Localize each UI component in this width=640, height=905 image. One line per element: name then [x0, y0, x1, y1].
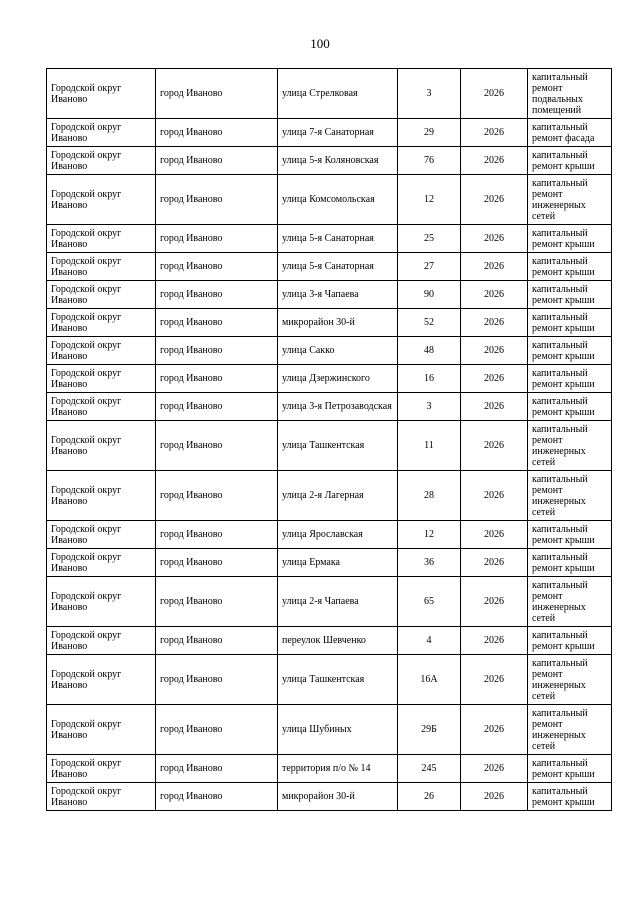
street-cell: улица 3-я Чапаева: [278, 281, 398, 309]
table-row: [47, 365, 612, 393]
table-row: [47, 393, 612, 421]
house-number-cell: 16: [398, 365, 461, 393]
district-cell: Городской округ Иваново: [47, 175, 156, 225]
work-type-cell: капитальный ремонт крыши: [528, 755, 612, 783]
city-cell: город Иваново: [156, 521, 278, 549]
street-cell: улица Стрелковая: [278, 69, 398, 119]
house-number-cell: 65: [398, 577, 461, 627]
city-cell: город Иваново: [156, 147, 278, 175]
year-cell: 2026: [461, 393, 528, 421]
year-cell: 2026: [461, 119, 528, 147]
district-cell: Городской округ Иваново: [47, 577, 156, 627]
district-cell: Городской округ Иваново: [47, 521, 156, 549]
work-type-cell: капитальный ремонт крыши: [528, 783, 612, 811]
district-cell: Городской округ Иваново: [47, 281, 156, 309]
city-cell: город Иваново: [156, 755, 278, 783]
table-row: [47, 627, 612, 655]
year-cell: 2026: [461, 549, 528, 577]
year-cell: 2026: [461, 655, 528, 705]
house-number-cell: 76: [398, 147, 461, 175]
street-cell: микрорайон 30-й: [278, 309, 398, 337]
house-number-cell: 27: [398, 253, 461, 281]
year-cell: 2026: [461, 521, 528, 549]
work-type-cell: капитальный ремонт подвальных помещений: [528, 69, 612, 119]
work-type-cell: капитальный ремонт крыши: [528, 253, 612, 281]
city-cell: город Иваново: [156, 783, 278, 811]
year-cell: 2026: [461, 175, 528, 225]
district-cell: Городской округ Иваново: [47, 365, 156, 393]
year-cell: 2026: [461, 147, 528, 175]
street-cell: улица 2-я Чапаева: [278, 577, 398, 627]
work-type-cell: капитальный ремонт инженерных сетей: [528, 471, 612, 521]
work-type-cell: капитальный ремонт крыши: [528, 337, 612, 365]
table-row: [47, 225, 612, 253]
district-cell: Городской округ Иваново: [47, 337, 156, 365]
table-row: [47, 69, 612, 119]
table-row: [47, 337, 612, 365]
work-type-cell: капитальный ремонт крыши: [528, 281, 612, 309]
street-cell: улица 3-я Петрозаводская: [278, 393, 398, 421]
city-cell: город Иваново: [156, 337, 278, 365]
street-cell: улица Сакко: [278, 337, 398, 365]
street-cell: микрорайон 30-й: [278, 783, 398, 811]
city-cell: город Иваново: [156, 365, 278, 393]
house-number-cell: 48: [398, 337, 461, 365]
street-cell: улица Ярославская: [278, 521, 398, 549]
district-cell: Городской округ Иваново: [47, 783, 156, 811]
street-cell: улица 2-я Лагерная: [278, 471, 398, 521]
district-cell: Городской округ Иваново: [47, 119, 156, 147]
work-type-cell: капитальный ремонт крыши: [528, 549, 612, 577]
district-cell: Городской округ Иваново: [47, 627, 156, 655]
district-cell: Городской округ Иваново: [47, 309, 156, 337]
house-number-cell: 12: [398, 521, 461, 549]
table-row: [47, 783, 612, 811]
district-cell: Городской округ Иваново: [47, 393, 156, 421]
table-row: [47, 119, 612, 147]
city-cell: город Иваново: [156, 309, 278, 337]
district-cell: Городской округ Иваново: [47, 471, 156, 521]
city-cell: город Иваново: [156, 577, 278, 627]
work-type-cell: капитальный ремонт крыши: [528, 225, 612, 253]
district-cell: Городской округ Иваново: [47, 655, 156, 705]
work-type-cell: капитальный ремонт крыши: [528, 365, 612, 393]
street-cell: улица Комсомольская: [278, 175, 398, 225]
work-type-cell: капитальный ремонт крыши: [528, 521, 612, 549]
district-cell: Городской округ Иваново: [47, 253, 156, 281]
work-type-cell: капитальный ремонт инженерных сетей: [528, 175, 612, 225]
city-cell: город Иваново: [156, 225, 278, 253]
house-number-cell: 25: [398, 225, 461, 253]
house-number-cell: 26: [398, 783, 461, 811]
city-cell: город Иваново: [156, 253, 278, 281]
city-cell: город Иваново: [156, 281, 278, 309]
table-row: [47, 175, 612, 225]
table-row: [47, 253, 612, 281]
house-number-cell: 16А: [398, 655, 461, 705]
street-cell: улица Шубиных: [278, 705, 398, 755]
city-cell: город Иваново: [156, 69, 278, 119]
street-cell: улица 5-я Коляновская: [278, 147, 398, 175]
street-cell: улица 5-я Санаторная: [278, 225, 398, 253]
table-row: [47, 471, 612, 521]
year-cell: 2026: [461, 365, 528, 393]
city-cell: город Иваново: [156, 175, 278, 225]
table-row: [47, 655, 612, 705]
year-cell: 2026: [461, 421, 528, 471]
table-row: [47, 755, 612, 783]
street-cell: улица Ташкентская: [278, 421, 398, 471]
year-cell: 2026: [461, 309, 528, 337]
work-type-cell: капитальный ремонт крыши: [528, 393, 612, 421]
year-cell: 2026: [461, 783, 528, 811]
house-number-cell: 12: [398, 175, 461, 225]
city-cell: город Иваново: [156, 393, 278, 421]
house-number-cell: 245: [398, 755, 461, 783]
table-row: [47, 421, 612, 471]
year-cell: 2026: [461, 705, 528, 755]
street-cell: улица 5-я Санаторная: [278, 253, 398, 281]
table-row: [47, 309, 612, 337]
district-cell: Городской округ Иваново: [47, 225, 156, 253]
city-cell: город Иваново: [156, 549, 278, 577]
house-number-cell: 36: [398, 549, 461, 577]
year-cell: 2026: [461, 253, 528, 281]
street-cell: улица Ермака: [278, 549, 398, 577]
house-number-cell: 3: [398, 393, 461, 421]
district-cell: Городской округ Иваново: [47, 147, 156, 175]
house-number-cell: 90: [398, 281, 461, 309]
table-row: [47, 147, 612, 175]
table-row: [47, 705, 612, 755]
district-cell: Городской округ Иваново: [47, 69, 156, 119]
year-cell: 2026: [461, 577, 528, 627]
city-cell: город Иваново: [156, 119, 278, 147]
house-number-cell: 29Б: [398, 705, 461, 755]
table-row: [47, 521, 612, 549]
page-number: 100: [310, 36, 330, 51]
district-cell: Городской округ Иваново: [47, 755, 156, 783]
city-cell: город Иваново: [156, 471, 278, 521]
work-type-cell: капитальный ремонт инженерных сетей: [528, 421, 612, 471]
city-cell: город Иваново: [156, 421, 278, 471]
district-cell: Городской округ Иваново: [47, 421, 156, 471]
district-cell: Городской округ Иваново: [47, 549, 156, 577]
year-cell: 2026: [461, 225, 528, 253]
city-cell: город Иваново: [156, 655, 278, 705]
street-cell: переулок Шевченко: [278, 627, 398, 655]
house-number-cell: 11: [398, 421, 461, 471]
work-type-cell: капитальный ремонт крыши: [528, 309, 612, 337]
street-cell: территория п/о № 14: [278, 755, 398, 783]
work-type-cell: капитальный ремонт инженерных сетей: [528, 705, 612, 755]
year-cell: 2026: [461, 627, 528, 655]
house-number-cell: 29: [398, 119, 461, 147]
year-cell: 2026: [461, 281, 528, 309]
district-cell: Городской округ Иваново: [47, 705, 156, 755]
repair-schedule-table: [46, 68, 612, 811]
work-type-cell: капитальный ремонт крыши: [528, 147, 612, 175]
work-type-cell: капитальный ремонт инженерных сетей: [528, 577, 612, 627]
house-number-cell: 3: [398, 69, 461, 119]
work-type-cell: капитальный ремонт инженерных сетей: [528, 655, 612, 705]
year-cell: 2026: [461, 69, 528, 119]
street-cell: улица Ташкентская: [278, 655, 398, 705]
year-cell: 2026: [461, 471, 528, 521]
table-row: [47, 549, 612, 577]
street-cell: улица 7-я Санаторная: [278, 119, 398, 147]
table-row: [47, 577, 612, 627]
street-cell: улица Дзержинского: [278, 365, 398, 393]
house-number-cell: 28: [398, 471, 461, 521]
work-type-cell: капитальный ремонт крыши: [528, 627, 612, 655]
year-cell: 2026: [461, 755, 528, 783]
house-number-cell: 52: [398, 309, 461, 337]
work-type-cell: капитальный ремонт фасада: [528, 119, 612, 147]
year-cell: 2026: [461, 337, 528, 365]
table-row: [47, 281, 612, 309]
city-cell: город Иваново: [156, 705, 278, 755]
house-number-cell: 4: [398, 627, 461, 655]
city-cell: город Иваново: [156, 627, 278, 655]
